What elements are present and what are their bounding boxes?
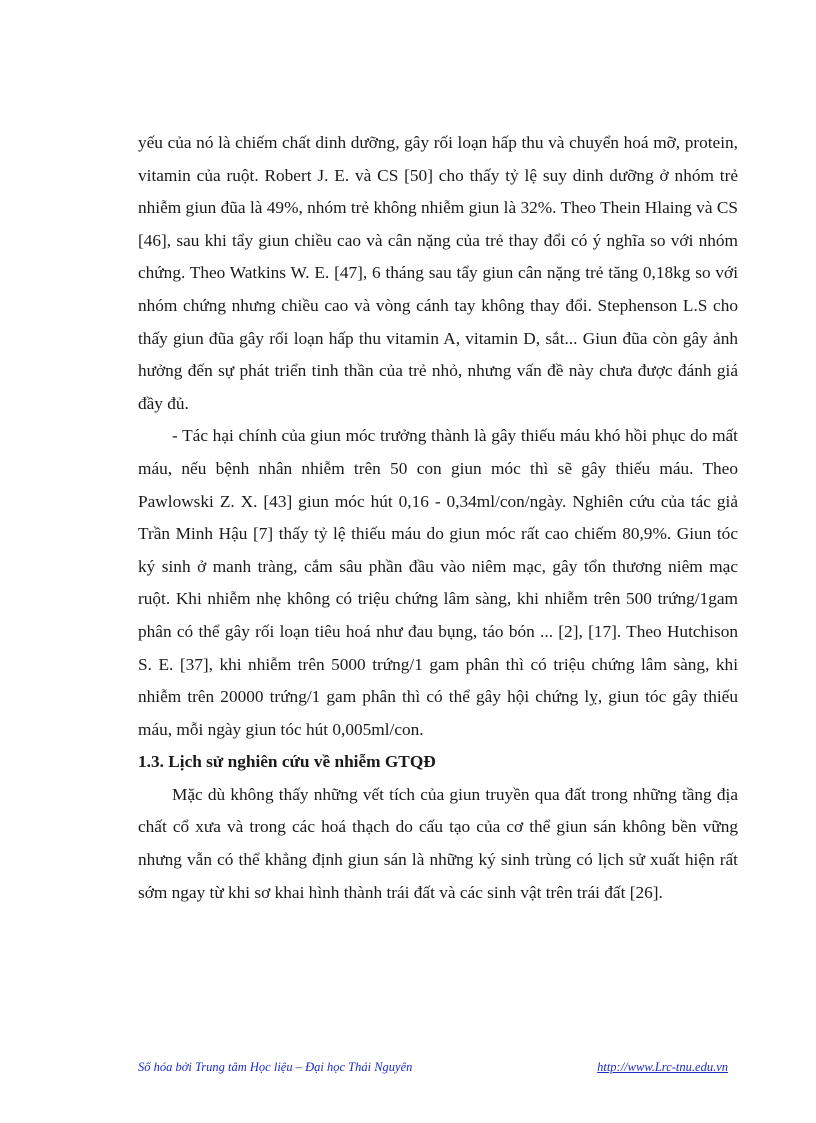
footer-source-text: Số hóa bởi Trung tâm Học liệu – Đại học Thái Nguyên bbox=[138, 1060, 413, 1074]
paragraph-nutrition-effects: yếu của nó là chiếm chất dinh dưỡng, gây rối loạn hấp thu và chuyển hoá mỡ, protein, vitamin của ruột. Robert J. E. và CS [50] cho thấy tỷ lệ suy dinh dưỡng ở nhóm trẻ nhiễm giun đũa là 49%, nhóm trẻ không nhiễm giun là 32%. Theo Thein Hlaing và CS [46], sau khi tẩy giun chiều cao và cân nặng của trẻ thay đổi có ý nghĩa so với nhóm chứng. Theo Watkins W. E. [47], 6 tháng sau tẩy giun cân nặng trẻ tăng 0,18kg so với nhóm chứng nhưng chiều cao và vòng cánh tay không thay đổi. Stephenson L.S cho thấy giun đũa gây rối loạn hấp thu vitamin A, vitamin D, sắt... Giun đũa còn gây ảnh hưởng đến sự phát triển tinh thần của trẻ nhỏ, nhưng vấn đề này chưa được đánh giá đầy đủ. bbox=[138, 133, 738, 413]
page-footer bbox=[138, 1060, 728, 1076]
paragraph-research-history: Mặc dù không thấy những vết tích của giun truyền qua đất trong những tầng địa chất cổ xưa và trong các hoá thạch do cấu tạo của cơ thể giun sán không bền vững nhưng vẫn có thể khẳng định giun sán là những ký sinh trùng có lịch sử xuất hiện rất sớm ngay từ khi sơ khai hình thành trái đất và các sinh vật trên trái đất [26]. bbox=[138, 784, 738, 902]
footer-website-link[interactable]: http://www.Lrc-tnu.edu.vn bbox=[597, 1060, 728, 1074]
document-body bbox=[138, 127, 738, 909]
paragraph-hookworm-effects: - Tác hại chính của giun móc trưởng thành là gây thiếu máu khó hồi phục do mất máu, nếu bệnh nhân nhiễm trên 50 con giun móc thì sẽ gây thiếu máu. Theo Pawlowski Z. X. [43] giun móc hút 0,16 - 0,34ml/con/ngày. Nghiên cứu của tác giả Trần Minh Hậu [7] thấy tỷ lệ thiếu máu do giun móc rất cao chiếm 80,9%. Giun tóc ký sinh ở manh tràng, cắm sâu phần đầu vào niêm mạc, gây tổn thương niêm mạc ruột. Khi nhiễm nhẹ không có triệu chứng lâm sàng, khi nhiễm trên 500 trứng/1gam phân có thể gây rối loạn tiêu hoá như đau bụng, táo bón ... [2], [17]. Theo Hutchison S. E. [37], khi nhiễm trên 5000 trứng/1 gam phân thì có triệu chứng lâm sàng, khi nhiễm trên 20000 trứng/1 gam phân thì có thể gây hội chứng lỵ, giun tóc gây thiếu máu, mỗi ngày giun tóc hút 0,005ml/con. bbox=[138, 426, 738, 739]
section-heading: 1.3. Lịch sử nghiên cứu về nhiễm GTQĐ bbox=[138, 752, 436, 772]
